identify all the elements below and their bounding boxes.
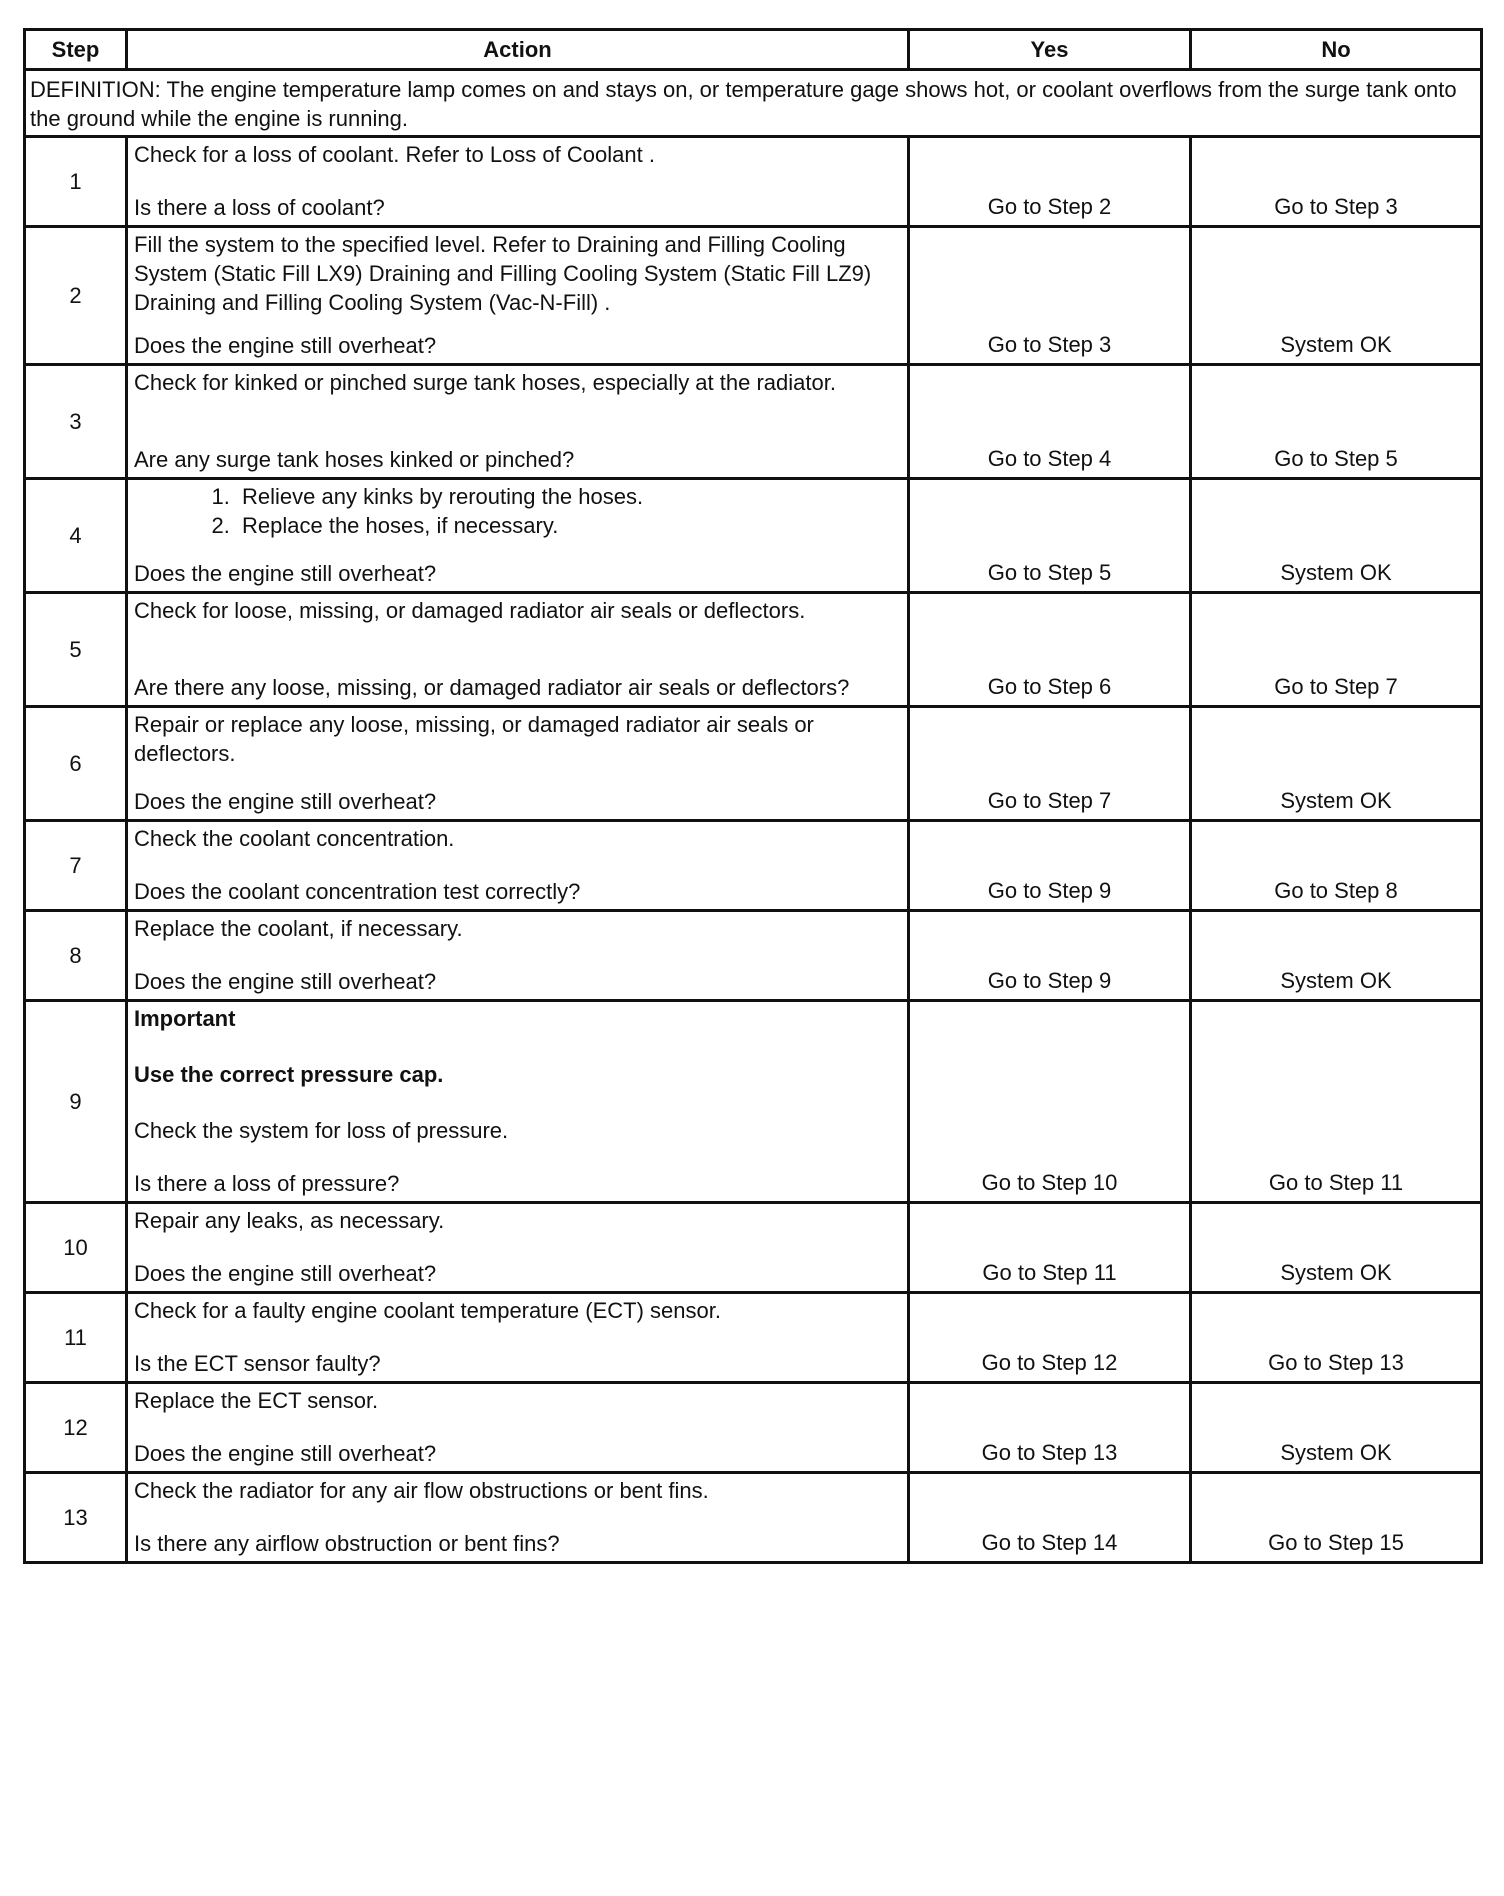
step-row (25, 137, 1482, 227)
step-number: 1 (25, 137, 127, 227)
step-number: 6 (25, 707, 127, 821)
action-list-item: 2. Replace the hoses, if necessary. (236, 511, 901, 540)
step-row (25, 593, 1482, 707)
important-note: Use the correct pressure cap. (134, 1062, 444, 1087)
yes-result: Go to Step 9 (909, 911, 1191, 1001)
action-content (134, 914, 901, 996)
question-text: Are there any loose, missing, or damaged radiator air seals or deflectors? (134, 675, 850, 700)
step-row (25, 1383, 1482, 1473)
yes-result: Go to Step 2 (909, 137, 1191, 227)
step-number: 4 (25, 479, 127, 593)
step-number: 5 (25, 593, 127, 707)
step-row (25, 479, 1482, 593)
action-text: Check the coolant concentration. (134, 826, 455, 851)
action-instructions (134, 710, 901, 768)
step-row (25, 1473, 1482, 1563)
action-content (134, 482, 901, 588)
action-instructions (134, 596, 901, 625)
action-content (134, 368, 901, 474)
action-content (134, 596, 901, 702)
action-cell (127, 593, 909, 707)
important-label: Important (134, 1006, 236, 1031)
yes-result: Go to Step 10 (909, 1001, 1191, 1203)
question-text: Does the engine still overheat? (134, 561, 437, 586)
action-cell (127, 1473, 909, 1563)
action-text: Check for a loss of coolant. Refer to Loss of Coolant . (134, 142, 655, 167)
yes-result: Go to Step 11 (909, 1203, 1191, 1293)
no-result: System OK (1191, 707, 1482, 821)
header-row (25, 30, 1482, 70)
action-cell (127, 365, 909, 479)
yes-result: Go to Step 7 (909, 707, 1191, 821)
action-instructions (134, 1206, 901, 1235)
step-row (25, 365, 1482, 479)
yes-result: Go to Step 12 (909, 1293, 1191, 1383)
action-instructions (134, 482, 901, 540)
no-result: Go to Step 3 (1191, 137, 1482, 227)
action-cell (127, 227, 909, 365)
action-cell (127, 1001, 909, 1203)
header-step: Step (25, 30, 127, 70)
no-result: Go to Step 5 (1191, 365, 1482, 479)
action-content (134, 1296, 901, 1378)
question-text: Is the ECT sensor faulty? (134, 1351, 381, 1376)
step-row (25, 1203, 1482, 1293)
action-instructions (134, 230, 901, 317)
question-text: Does the engine still overheat? (134, 1261, 437, 1286)
yes-result: Go to Step 9 (909, 821, 1191, 911)
action-instructions (134, 1004, 901, 1145)
step-row (25, 821, 1482, 911)
action-cell (127, 707, 909, 821)
no-result: System OK (1191, 1203, 1482, 1293)
action-content (134, 1476, 901, 1558)
action-text: Replace the coolant, if necessary. (134, 916, 463, 941)
action-cell (127, 821, 909, 911)
question-text: Are any surge tank hoses kinked or pinched? (134, 447, 575, 472)
action-text: Repair or replace any loose, missing, or damaged radiator air seals or deflectors. (134, 712, 814, 766)
action-cell (127, 1383, 909, 1473)
action-instructions (134, 1296, 901, 1325)
action-text: Check the system for loss of pressure. (134, 1118, 509, 1143)
action-instructions (134, 1386, 901, 1415)
no-result: System OK (1191, 227, 1482, 365)
definition-row (25, 70, 1482, 137)
action-content (134, 1206, 901, 1288)
no-result: System OK (1191, 911, 1482, 1001)
action-content (134, 710, 901, 816)
action-instructions (134, 368, 901, 397)
action-content (134, 1004, 901, 1198)
no-result: System OK (1191, 1383, 1482, 1473)
header-no: No (1191, 30, 1482, 70)
yes-result: Go to Step 4 (909, 365, 1191, 479)
action-text: Repair any leaks, as necessary. (134, 1208, 445, 1233)
no-result: System OK (1191, 479, 1482, 593)
action-list-item: 1. Relieve any kinks by rerouting the hoses. (236, 482, 901, 511)
header-action: Action (127, 30, 909, 70)
yes-result: Go to Step 13 (909, 1383, 1191, 1473)
question-text: Is there a loss of pressure? (134, 1171, 400, 1196)
header-yes: Yes (909, 30, 1191, 70)
no-result: Go to Step 11 (1191, 1001, 1482, 1203)
action-cell (127, 479, 909, 593)
step-row (25, 1293, 1482, 1383)
action-cell (127, 1203, 909, 1293)
action-instructions (134, 1476, 901, 1505)
question-text: Does the engine still overheat? (134, 789, 437, 814)
action-instructions (134, 824, 901, 853)
step-row (25, 227, 1482, 365)
action-content (134, 1386, 901, 1468)
yes-result: Go to Step 6 (909, 593, 1191, 707)
action-content (134, 824, 901, 906)
no-result: Go to Step 13 (1191, 1293, 1482, 1383)
action-content (134, 230, 901, 360)
question-text: Does the engine still overheat? (134, 969, 437, 994)
action-text: Check the radiator for any air flow obstructions or bent fins. (134, 1478, 709, 1503)
step-number: 3 (25, 365, 127, 479)
action-text: Fill the system to the specified level. Refer to Draining and Filling Cooling System (Static Fill LX9) Draining and Filling Cooling System (Static Fill LZ9) Draining and Filling Cooling System (Vac-N-Fill) . (134, 232, 872, 315)
no-result: Go to Step 15 (1191, 1473, 1482, 1563)
yes-result: Go to Step 3 (909, 227, 1191, 365)
step-number: 8 (25, 911, 127, 1001)
action-cell (127, 137, 909, 227)
yes-result: Go to Step 5 (909, 479, 1191, 593)
step-number: 10 (25, 1203, 127, 1293)
step-row (25, 707, 1482, 821)
step-number: 9 (25, 1001, 127, 1203)
no-result: Go to Step 7 (1191, 593, 1482, 707)
action-cell (127, 911, 909, 1001)
question-text: Does the engine still overheat? (134, 333, 437, 358)
step-number: 12 (25, 1383, 127, 1473)
step-row (25, 911, 1482, 1001)
question-text: Does the coolant concentration test correctly? (134, 879, 581, 904)
step-number: 13 (25, 1473, 127, 1563)
step-number: 11 (25, 1293, 127, 1383)
action-cell (127, 1293, 909, 1383)
step-row (25, 1001, 1482, 1203)
action-content (134, 140, 901, 222)
action-text: Check for kinked or pinched surge tank hoses, especially at the radiator. (134, 370, 836, 395)
action-text: Replace the ECT sensor. (134, 1388, 379, 1413)
action-text: Check for a faulty engine coolant temperature (ECT) sensor. (134, 1298, 721, 1323)
question-text: Does the engine still overheat? (134, 1441, 437, 1466)
step-number: 2 (25, 227, 127, 365)
action-instructions (134, 914, 901, 943)
diagnostic-table (23, 28, 1483, 1564)
yes-result: Go to Step 14 (909, 1473, 1191, 1563)
step-number: 7 (25, 821, 127, 911)
action-list (134, 482, 901, 540)
action-text: Check for loose, missing, or damaged radiator air seals or deflectors. (134, 598, 806, 623)
question-text: Is there a loss of coolant? (134, 195, 385, 220)
no-result: Go to Step 8 (1191, 821, 1482, 911)
question-text: Is there any airflow obstruction or bent fins? (134, 1531, 560, 1556)
action-instructions (134, 140, 901, 169)
definition-text: DEFINITION: The engine temperature lamp comes on and stays on, or temperature gage shows hot, or coolant overflows from the surge tank onto the ground while the engine is running. (25, 70, 1482, 137)
